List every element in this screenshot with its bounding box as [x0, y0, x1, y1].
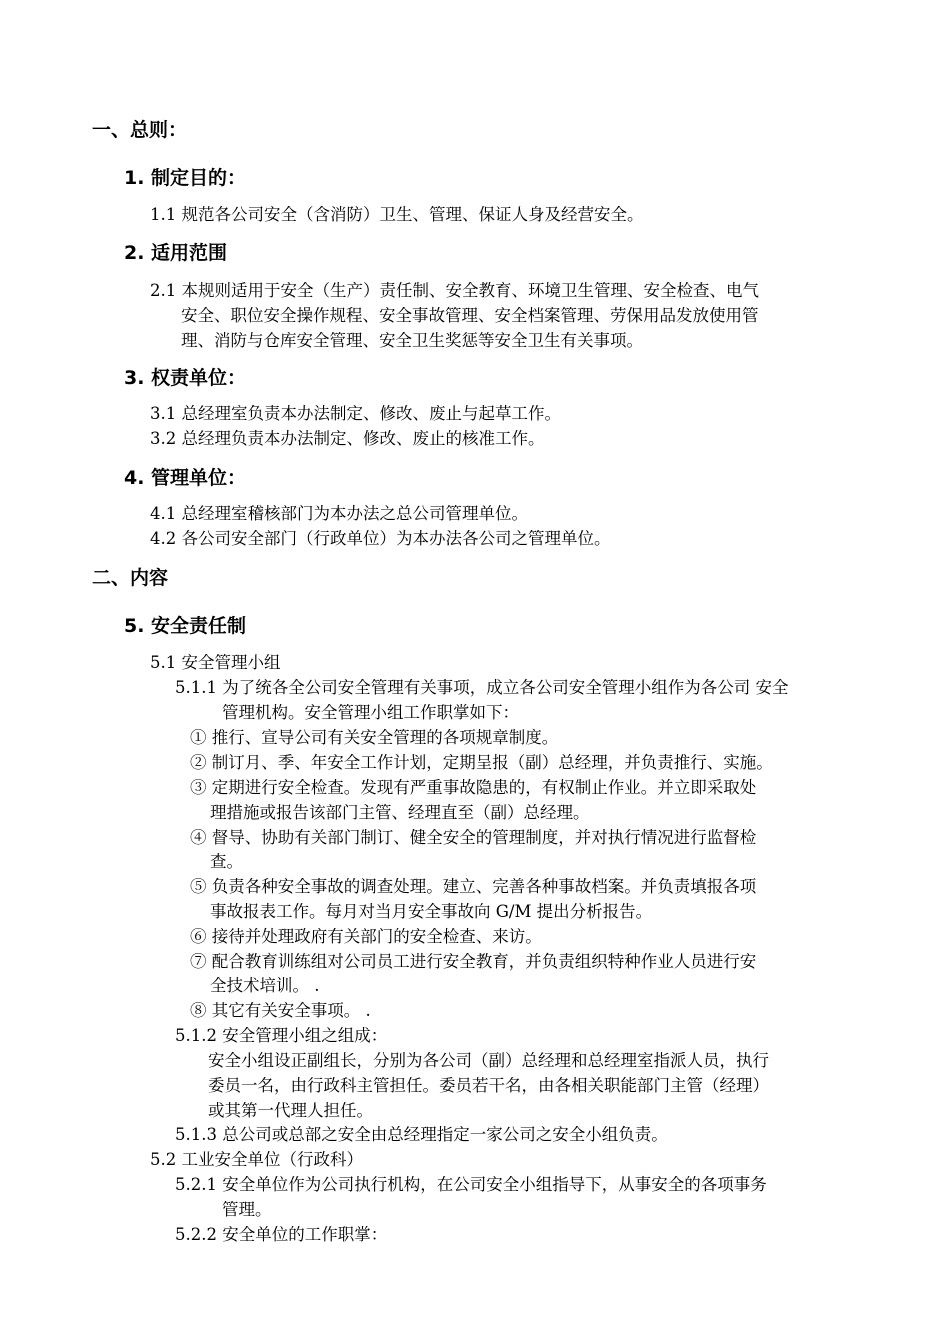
paragraph-5-2-1-line-2: 管理。 — [222, 1200, 272, 1219]
heading-safety-responsibility: 5. 安全责任制 — [124, 615, 247, 637]
heading-purpose: 1. 制定目的： — [124, 167, 247, 189]
paragraph-2-1-line-3: 理、消防与仓库安全管理、安全卫生奖惩等安全卫生有关事项。 — [181, 331, 643, 350]
section-heading-content: 二、内容 — [92, 567, 169, 589]
section-heading-general: 一、总则： — [92, 119, 188, 141]
paragraph-2-1-line-1: 2.1 本规则适用于安全（生产）责任制、安全教育、环境卫生管理、安全检查、电气 — [150, 281, 759, 300]
paragraph-5-1-2-body-line-2: 委员一名，由行政科主管担任。委员若干名，由各相关职能部门主管（经理） — [208, 1076, 769, 1095]
paragraph-5-1-2-body-line-1: 安全小组设正副组长，分别为各公司（副）总经理和总经理室指派人员，执行 — [208, 1051, 769, 1070]
duty-item-3-line-1: ③ 定期进行安全检查。发现有严重事故隐患的，有权制止作业。并立即采取处 — [190, 778, 757, 797]
paragraph-5-1-2: 5.1.2 安全管理小组之组成： — [175, 1026, 388, 1045]
duty-item-8: ⑧ 其它有关安全事项。 . — [190, 1001, 371, 1020]
duty-item-6: ⑥ 接待并处理政府有关部门的安全检查、来访。 — [190, 927, 542, 946]
duty-item-3-line-2: 理措施或报告该部门主管、经理直至（副）总经理。 — [210, 803, 590, 822]
heading-management: 4. 管理单位： — [124, 467, 247, 489]
duty-item-5-line-2: 事故报表工作。每月对当月安全事故向 G/M 提出分析报告。 — [210, 902, 653, 921]
paragraph-4-1: 4.1 总经理室稽核部门为本办法之总公司管理单位。 — [150, 504, 528, 523]
paragraph-5-1-2-body-line-3: 或其第一代理人担任。 — [208, 1101, 373, 1120]
duty-item-4-line-1: ④ 督导、协助有关部门制订、健全安全的管理制度，并对执行情况进行监督检 — [190, 828, 757, 847]
duty-item-4-line-2: 查。 — [210, 852, 243, 871]
duty-item-5-line-1: ⑤ 负责各种安全事故的调查处理。建立、完善各种事故档案。并负责填报各项 — [190, 877, 757, 896]
duty-item-1: ① 推行、宣导公司有关安全管理的各项规章制度。 — [190, 728, 559, 747]
paragraph-3-1: 3.1 总经理室负责本办法制定、修改、废止与起草工作。 — [150, 404, 561, 423]
paragraph-5-1: 5.1 安全管理小组 — [150, 653, 281, 672]
paragraph-3-2: 3.2 总经理负责本办法制定、修改、废止的核准工作。 — [150, 429, 545, 448]
paragraph-4-2: 4.2 各公司安全部门（行政单位）为本办法各公司之管理单位。 — [150, 529, 611, 548]
heading-authority: 3. 权责单位： — [124, 367, 247, 389]
heading-scope: 2. 适用范围 — [124, 242, 228, 264]
paragraph-1-1: 1.1 规范各公司安全（含消防）卫生、管理、保证人身及经营安全。 — [150, 205, 644, 224]
paragraph-5-2-2: 5.2.2 安全单位的工作职掌： — [175, 1225, 388, 1244]
duty-item-7-line-1: ⑦ 配合教育训练组对公司员工进行安全教育，并负责组织特种作业人员进行安 — [190, 952, 757, 971]
paragraph-5-1-1-line-1: 5.1.1 为了统各全公司安全管理有关事项，成立各公司安全管理小组作为各公司 安全 — [175, 678, 789, 697]
duty-item-2: ② 制订月、季、年安全工作计划，定期呈报（副）总经理，并负责推行、实施。 — [190, 753, 773, 772]
paragraph-5-2: 5.2 工业安全单位（行政科） — [150, 1150, 363, 1169]
paragraph-5-1-3: 5.1.3 总公司或总部之安全由总经理指定一家公司之安全小组负责。 — [175, 1125, 668, 1144]
paragraph-2-1-line-2: 安全、职位安全操作规程、安全事故管理、安全档案管理、劳保用品发放使用管 — [181, 306, 759, 325]
paragraph-5-2-1-line-1: 5.2.1 安全单位作为公司执行机构，在公司安全小组指导下，从事安全的各项事务 — [175, 1175, 767, 1194]
duty-item-7-line-2: 全技术培训。 . — [210, 976, 320, 995]
paragraph-5-1-1-line-2: 管理机构。安全管理小组工作职掌如下： — [222, 703, 519, 722]
